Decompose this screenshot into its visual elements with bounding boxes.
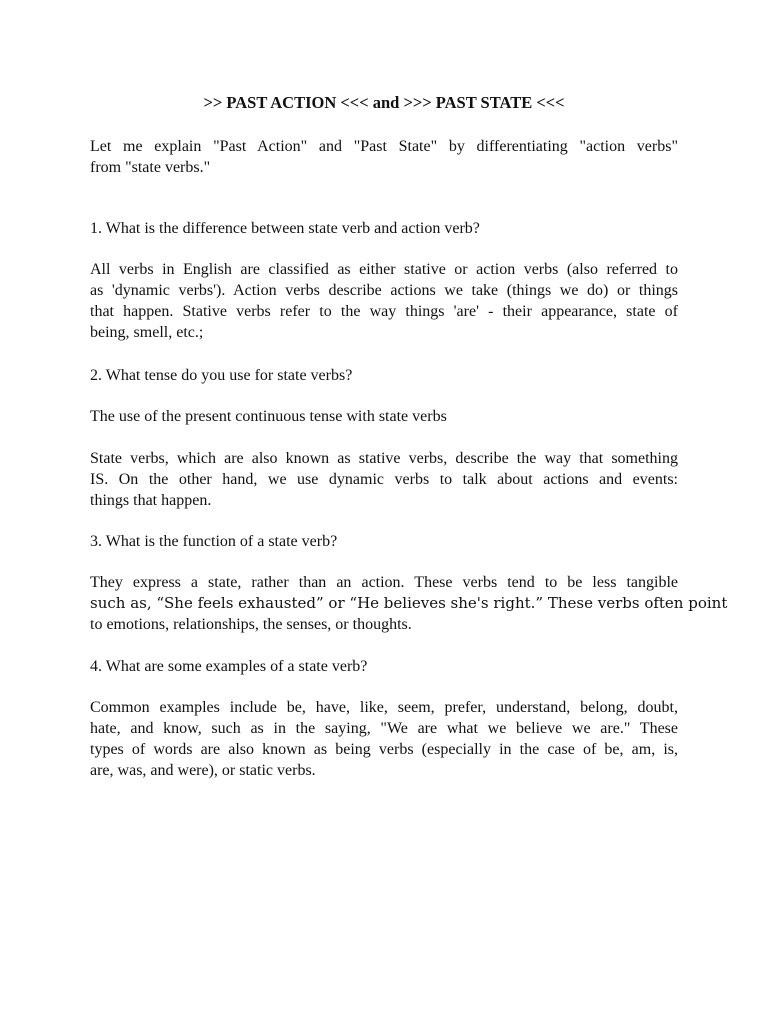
question-text: 1. What is the difference between state verb and action verb? [90,220,480,237]
answer-line: to emotions, relationships, the senses, or thoughts. [90,616,412,633]
intro-line: Let me explain "Past Action" and "Past State" by differentiating "action verbs" [90,138,678,155]
answer-line: being, smell, etc.; [90,324,204,341]
question-3 [90,531,678,552]
question-text: 4. What are some examples of a state verb? [90,658,368,675]
answer-line: hate, and know, such as in the saying, "We are what we believe we are." These [90,720,678,737]
intro-paragraph [90,136,678,178]
answer-line: The use of the present continuous tense with state verbs [90,408,447,425]
answer-2-short [90,406,678,427]
intro-line: from "state verbs." [90,159,211,176]
answer-line: such as, “She feels exhausted” or “He believes she's right.” These verbs often point [90,594,728,612]
answer-1 [90,259,678,343]
answer-line: as 'dynamic verbs'). Action verbs describe actions we take (things we do) or things [90,282,678,299]
answer-line: that happen. Stative verbs refer to the way things 'are' - their appearance, state of [90,303,678,320]
answer-line: types of words are also known as being verbs (especially in the case of be, am, is, [90,741,678,758]
document-title: >> PAST ACTION <<< and >>> PAST STATE <<< [203,93,565,112]
answer-line: IS. On the other hand, we use dynamic verbs to talk about actions and events: [90,471,678,488]
answer-line: Common examples include be, have, like, seem, prefer, understand, belong, doubt, [90,699,678,716]
question-text: 3. What is the function of a state verb? [90,533,338,550]
answer-2 [90,448,678,511]
question-1 [90,218,678,239]
answer-4 [90,697,678,781]
answer-line: They express a state, rather than an action. These verbs tend to be less tangible [90,574,678,591]
question-4 [90,656,678,677]
answer-line: State verbs, which are also known as stative verbs, describe the way that something [90,450,678,467]
question-text: 2. What tense do you use for state verbs? [90,367,353,384]
answer-line: are, was, and were), or static verbs. [90,762,316,779]
answer-line: things that happen. [90,492,212,509]
answer-3 [90,572,728,635]
answer-line: All verbs in English are classified as either stative or action verbs (also referred to [90,261,678,278]
question-2 [90,365,678,386]
